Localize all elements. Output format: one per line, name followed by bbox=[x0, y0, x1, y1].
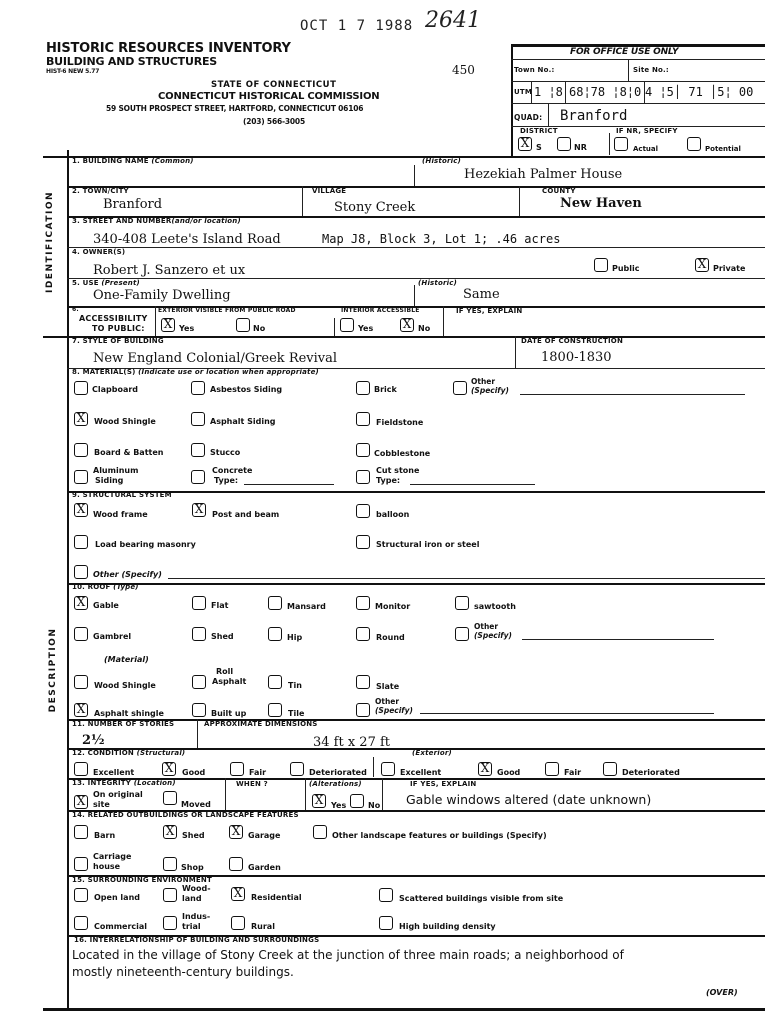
material-aluminum-checkbox[interactable] bbox=[74, 470, 88, 484]
cond-struct-good-label: Good bbox=[182, 768, 206, 777]
alterations-no-checkbox[interactable] bbox=[350, 794, 364, 808]
outbuilding-shed-checkbox[interactable]: X bbox=[163, 825, 177, 839]
interrelationship-text-line-1[interactable]: Located in the village of Stony Creek at the junction of three main roads; a neighborhood of bbox=[72, 948, 624, 962]
county-value[interactable]: New Haven bbox=[560, 196, 642, 211]
village-value[interactable]: Stony Creek bbox=[334, 200, 416, 215]
commission-address: 59 SOUTH PROSPECT STREET, HARTFORD, CONNECTICUT 06106 bbox=[106, 104, 364, 113]
dimensions-label: APPROXIMATE DIMENSIONS bbox=[204, 720, 318, 728]
handwritten-record-number: 2641 bbox=[425, 8, 481, 33]
county-label: COUNTY bbox=[542, 187, 576, 195]
site-no-label: Site No.: bbox=[633, 66, 669, 74]
structural-post-beam-checkbox[interactable]: X bbox=[192, 503, 206, 517]
material-aluminum-label-2: Siding bbox=[95, 476, 124, 485]
exterior-yes-checkbox[interactable]: X bbox=[161, 318, 175, 332]
district-label: DISTRICT bbox=[520, 127, 558, 135]
utm-row bbox=[511, 81, 765, 103]
outbuilding-garage-label: Garage bbox=[248, 831, 281, 840]
material-stucco-label: Stucco bbox=[210, 448, 241, 457]
roof-mat-roll-asphalt-checkbox[interactable] bbox=[192, 675, 206, 689]
quad-value: Branford bbox=[560, 108, 628, 124]
roof-label: 10. ROOF (Type) bbox=[72, 583, 139, 591]
outbuilding-barn-label: Barn bbox=[94, 831, 116, 840]
outbuilding-other-label: Other landscape features or buildings (Specify) bbox=[332, 831, 547, 840]
material-brick-label: Brick bbox=[374, 385, 397, 394]
utm-northing: 4 ¦5│ 71 │5¦ 00 bbox=[645, 85, 754, 99]
roof-other-checkbox[interactable] bbox=[455, 627, 469, 641]
structural-iron-steel-label: Structural iron or steel bbox=[376, 540, 480, 549]
alterations-yes-checkbox[interactable]: X bbox=[312, 794, 326, 808]
interrelationship-label: 16. INTERRELATIONSHIP OF BUILDING AND SURROUNDINGS bbox=[74, 936, 320, 944]
structural-label: 9. STRUCTURAL SYSTEM bbox=[72, 491, 172, 499]
cond-ext-deteriorated-label: Deteriorated bbox=[622, 768, 680, 777]
material-wood-shingle-label: Wood Shingle bbox=[94, 417, 156, 426]
interior-yes-checkbox[interactable] bbox=[340, 318, 354, 332]
use-label: 5. USE (Present) bbox=[72, 279, 140, 287]
cond-struct-excellent-label: Excellent bbox=[93, 768, 135, 777]
outbuilding-garage-checkbox[interactable]: X bbox=[229, 825, 243, 839]
env-residential-checkbox[interactable]: X bbox=[231, 887, 245, 901]
use-historic-label: (Historic) bbox=[418, 279, 457, 287]
structural-other-line[interactable] bbox=[168, 578, 765, 579]
outbuildings-label: 14. RELATED OUTBUILDINGS OR LANDSCAPE FEATURES bbox=[72, 811, 299, 819]
district-nr-checkbox[interactable] bbox=[557, 137, 571, 151]
public-checkbox[interactable] bbox=[594, 258, 608, 272]
private-label: Private bbox=[713, 264, 746, 273]
material-concrete-label: Concrete bbox=[212, 466, 253, 475]
roof-mat-roll-label: Roll bbox=[216, 667, 234, 676]
environment-label: 15. SURROUNDING ENVIRONMENT bbox=[72, 876, 212, 884]
material-fieldstone-checkbox[interactable] bbox=[356, 412, 370, 426]
integrity-on-site-checkbox[interactable]: X bbox=[74, 795, 88, 809]
cond-ext-excellent-checkbox[interactable] bbox=[381, 762, 395, 776]
material-aluminum-label: Aluminum bbox=[93, 466, 139, 475]
exterior-no-checkbox[interactable] bbox=[236, 318, 250, 332]
street-label: 3. STREET AND NUMBER(and/or location) bbox=[72, 217, 241, 225]
integrity-on-site-label: On original bbox=[93, 790, 143, 799]
roof-material-label: (Material) bbox=[104, 655, 149, 664]
cond-ext-good-checkbox[interactable]: X bbox=[478, 762, 492, 776]
building-name-historic-label: (Historic) bbox=[422, 157, 461, 165]
roof-sawtooth-label: sawtooth bbox=[474, 602, 516, 611]
material-asbestos-label: Asbestos Siding bbox=[210, 385, 283, 394]
structural-balloon-checkbox[interactable] bbox=[356, 504, 370, 518]
outbuilding-barn-checkbox[interactable] bbox=[74, 825, 88, 839]
use-present-value[interactable]: One-Family Dwelling bbox=[93, 288, 231, 303]
alterations-yes-label: Yes bbox=[331, 801, 347, 810]
roof-mat-tin-label: Tin bbox=[288, 681, 302, 690]
roof-mansard-checkbox[interactable] bbox=[268, 596, 282, 610]
roof-gable-label: Gable bbox=[93, 601, 119, 610]
owner-value[interactable]: Robert J. Sanzero et ux bbox=[93, 263, 246, 278]
cond-ext-fair-checkbox[interactable] bbox=[545, 762, 559, 776]
structural-iron-steel-checkbox[interactable] bbox=[356, 535, 370, 549]
roof-hip-label: Hip bbox=[287, 633, 303, 642]
alterations-label: (Alterations) bbox=[309, 780, 362, 788]
roof-mat-asphalt-label: Asphalt bbox=[212, 677, 247, 686]
roof-sawtooth-checkbox[interactable] bbox=[455, 596, 469, 610]
utm-zone: 1 ¦8 bbox=[534, 85, 563, 99]
material-concrete-type-line[interactable] bbox=[244, 484, 334, 485]
over-label: (OVER) bbox=[706, 988, 738, 997]
page-number: 450 bbox=[452, 63, 475, 77]
roof-mat-slate-label: Slate bbox=[376, 682, 400, 691]
town-value[interactable]: Branford bbox=[103, 197, 163, 212]
received-date-stamp: OCT 1 7 1988 bbox=[300, 18, 414, 34]
material-cobblestone-label: Cobblestone bbox=[374, 449, 431, 458]
roof-mat-built-up-checkbox[interactable] bbox=[192, 703, 206, 717]
roof-mat-tile-checkbox[interactable] bbox=[268, 703, 282, 717]
env-scattered-label: Scattered buildings visible from site bbox=[399, 894, 564, 903]
identification-side-label: IDENTIFICATION bbox=[45, 190, 55, 294]
outbuilding-carriage-label: Carriage bbox=[93, 852, 132, 861]
roof-shed-checkbox[interactable] bbox=[192, 627, 206, 641]
cond-struct-deteriorated-checkbox[interactable] bbox=[290, 762, 304, 776]
interior-accessible-label: INTERIOR ACCESSIBLE bbox=[341, 307, 420, 314]
roof-mat-other-label: Other bbox=[375, 697, 400, 706]
private-checkbox[interactable]: X bbox=[695, 258, 709, 272]
env-rural-checkbox[interactable] bbox=[231, 916, 245, 930]
roof-mat-tin-checkbox[interactable] bbox=[268, 675, 282, 689]
roof-mat-wood-shingle-label: Wood Shingle bbox=[94, 681, 156, 690]
alterations-no-label: No bbox=[368, 801, 381, 810]
material-concrete-type-label: Type: bbox=[214, 476, 239, 485]
interrelationship-text-line-2[interactable]: mostly nineteenth-century buildings. bbox=[72, 965, 294, 979]
roof-gambrel-checkbox[interactable] bbox=[74, 627, 88, 641]
env-commercial-checkbox[interactable] bbox=[74, 916, 88, 930]
outbuilding-other-checkbox[interactable] bbox=[313, 825, 327, 839]
roof-mat-wood-shingle-checkbox[interactable] bbox=[74, 675, 88, 689]
material-cobblestone-checkbox[interactable] bbox=[356, 443, 370, 457]
env-high-density-checkbox[interactable] bbox=[379, 916, 393, 930]
roof-gambrel-label: Gambrel bbox=[93, 632, 132, 641]
town-no-label: Town No.: bbox=[514, 66, 555, 74]
structural-other-checkbox[interactable] bbox=[74, 565, 88, 579]
roof-other-label: Other bbox=[474, 622, 499, 631]
exterior-no-label: No bbox=[253, 324, 266, 333]
env-woodland-label-2: land bbox=[182, 894, 202, 903]
material-asphalt-siding-checkbox[interactable] bbox=[191, 412, 205, 426]
description-side-label: DESCRIPTION bbox=[48, 627, 58, 713]
material-cutstone-type-label: Type: bbox=[376, 476, 401, 485]
material-cutstone-checkbox[interactable] bbox=[356, 470, 370, 484]
alterations-explain-label: IF YES, EXPLAIN bbox=[410, 780, 477, 788]
material-brick-checkbox[interactable] bbox=[356, 381, 370, 395]
integrity-moved-label: Moved bbox=[181, 800, 211, 809]
accessibility-label-2: TO PUBLIC: bbox=[92, 324, 145, 333]
roof-flat-label: Flat bbox=[211, 601, 229, 610]
office-use-title: FOR OFFICE USE ONLY bbox=[570, 47, 679, 57]
roof-other-specify-label: (Specify) bbox=[474, 631, 512, 640]
village-label: VILLAGE bbox=[312, 187, 347, 195]
structural-wood-frame-checkbox[interactable]: X bbox=[74, 503, 88, 517]
env-open-land-label: Open land bbox=[94, 893, 140, 902]
potential-checkbox[interactable] bbox=[687, 137, 701, 151]
env-residential-label: Residential bbox=[251, 893, 302, 902]
material-board-batten-checkbox[interactable] bbox=[74, 443, 88, 457]
env-industrial-label: Indus- bbox=[182, 912, 211, 921]
exterior-yes-label: Yes bbox=[179, 324, 195, 333]
actual-label: Actual bbox=[633, 145, 659, 153]
roof-mat-tile-label: Tile bbox=[288, 709, 305, 718]
structural-balloon-label: balloon bbox=[376, 510, 410, 519]
structural-post-beam-label: Post and beam bbox=[212, 510, 280, 519]
integrity-on-site-label-2: site bbox=[93, 800, 110, 809]
material-concrete-checkbox[interactable] bbox=[191, 470, 205, 484]
integrity-moved-checkbox[interactable] bbox=[163, 791, 177, 805]
roof-mansard-label: Mansard bbox=[287, 602, 326, 611]
public-label: Public bbox=[612, 264, 640, 273]
roof-flat-checkbox[interactable] bbox=[192, 596, 206, 610]
alterations-explain-value[interactable]: Gable windows altered (date unknown) bbox=[406, 792, 652, 807]
state-name: STATE OF CONNECTICUT bbox=[211, 80, 337, 90]
material-clapboard-checkbox[interactable] bbox=[74, 381, 88, 395]
material-fieldstone-label: Fieldstone bbox=[376, 418, 424, 427]
roof-mat-asphalt-shingle-checkbox[interactable]: X bbox=[74, 703, 88, 717]
structural-other-label: Other (Specify) bbox=[93, 570, 162, 579]
material-wood-shingle-checkbox[interactable]: X bbox=[74, 412, 88, 426]
integrity-label: 13. INTEGRITY (Location) bbox=[72, 779, 176, 787]
outbuilding-shed-label: Shed bbox=[182, 831, 205, 840]
utm-easting: 68¦78 ¦8¦0 bbox=[569, 85, 642, 99]
structural-masonry-checkbox[interactable] bbox=[74, 535, 88, 549]
outbuilding-garden-label: Garden bbox=[248, 863, 281, 872]
cond-struct-deteriorated-label: Deteriorated bbox=[309, 768, 367, 777]
date-construction-value[interactable]: 1800-1830 bbox=[541, 350, 612, 365]
env-industrial-label-2: trial bbox=[182, 922, 201, 931]
cond-struct-fair-label: Fair bbox=[249, 768, 267, 777]
interior-yes-label: Yes bbox=[358, 324, 374, 333]
structural-masonry-label: Load bearing masonry bbox=[95, 540, 196, 549]
env-commercial-label: Commercial bbox=[94, 922, 148, 931]
roof-hip-checkbox[interactable] bbox=[268, 627, 282, 641]
utm-label: UTM bbox=[514, 88, 533, 96]
district-nr-label: NR bbox=[574, 143, 587, 152]
district-s-checkbox[interactable]: X bbox=[518, 137, 532, 151]
stories-value[interactable]: 2½ bbox=[82, 733, 105, 748]
actual-checkbox[interactable] bbox=[614, 137, 628, 151]
cond-struct-good-checkbox[interactable]: X bbox=[162, 762, 176, 776]
material-board-batten-label: Board & Batten bbox=[94, 448, 164, 457]
outbuilding-carriage-label-2: house bbox=[93, 862, 121, 871]
cond-struct-fair-checkbox[interactable] bbox=[230, 762, 244, 776]
exterior-visible-label: EXTERIOR VISIBLE FROM PUBLIC ROAD bbox=[158, 307, 296, 314]
quad-label: QUAD: bbox=[514, 113, 543, 122]
outbuilding-shop-checkbox[interactable] bbox=[163, 857, 177, 871]
roof-shed-label: Shed bbox=[211, 632, 234, 641]
form-subtitle: BUILDING AND STRUCTURES bbox=[46, 55, 218, 68]
cond-ext-good-label: Good bbox=[497, 768, 521, 777]
material-cutstone-label: Cut stone bbox=[376, 466, 420, 475]
roof-mat-other-specify-label: (Specify) bbox=[375, 706, 413, 715]
material-other-checkbox[interactable] bbox=[453, 381, 467, 395]
access-explain-label: IF YES, EXPLAIN bbox=[456, 307, 523, 315]
material-cutstone-type-line[interactable] bbox=[410, 484, 535, 485]
building-name-historic-value[interactable]: Hezekiah Palmer House bbox=[464, 167, 623, 182]
accessibility-num: 6. bbox=[72, 306, 79, 313]
material-other-specify-label: (Specify) bbox=[471, 386, 509, 395]
accessibility-label: ACCESSIBILITY bbox=[79, 314, 148, 323]
env-open-land-checkbox[interactable] bbox=[74, 888, 88, 902]
potential-label: Potential bbox=[705, 145, 741, 153]
cond-ext-fair-label: Fair bbox=[564, 768, 582, 777]
form-title: HISTORIC RESOURCES INVENTORY bbox=[46, 41, 291, 56]
material-clapboard-label: Clapboard bbox=[92, 385, 139, 394]
cond-ext-deteriorated-checkbox[interactable] bbox=[603, 762, 617, 776]
building-name-label: 1. BUILDING NAME (Common) bbox=[72, 157, 194, 165]
dimensions-value[interactable]: 34 ft x 27 ft bbox=[313, 735, 391, 750]
style-value[interactable]: New England Colonial/Greek Revival bbox=[93, 351, 338, 366]
use-historic-value[interactable]: Same bbox=[463, 287, 500, 302]
env-scattered-checkbox[interactable] bbox=[379, 888, 393, 902]
material-stucco-checkbox[interactable] bbox=[191, 443, 205, 457]
roof-monitor-checkbox[interactable] bbox=[356, 596, 370, 610]
interior-no-label: No bbox=[418, 324, 431, 333]
cond-struct-excellent-checkbox[interactable] bbox=[74, 762, 88, 776]
integrity-when-label: WHEN ? bbox=[236, 780, 268, 788]
town-label: 2. TOWN/CITY bbox=[72, 187, 129, 195]
outbuilding-carriage-checkbox[interactable] bbox=[74, 857, 88, 871]
structural-wood-frame-label: Wood frame bbox=[93, 510, 148, 519]
env-rural-label: Rural bbox=[251, 922, 275, 931]
commission-phone: (203) 566-3005 bbox=[243, 117, 305, 126]
roof-gable-checkbox[interactable]: X bbox=[74, 596, 88, 610]
form-code: HIST-6 NEW 5.77 bbox=[46, 68, 100, 75]
material-other-line[interactable] bbox=[520, 394, 745, 395]
stories-label: 11. NUMBER OF STORIES bbox=[72, 720, 175, 728]
material-asphalt-siding-label: Asphalt Siding bbox=[210, 417, 276, 426]
roof-round-label: Round bbox=[376, 633, 405, 642]
condition-exterior-label: (Exterior) bbox=[412, 749, 452, 757]
roof-mat-other-line[interactable] bbox=[420, 713, 714, 714]
cond-ext-excellent-label: Excellent bbox=[400, 768, 442, 777]
env-woodland-label: Wood- bbox=[182, 884, 211, 893]
street-extra-value[interactable]: Map J8, Block 3, Lot 1; .46 acres bbox=[322, 232, 561, 246]
outbuilding-garden-checkbox[interactable] bbox=[229, 857, 243, 871]
owner-label: 4. OWNER(S) bbox=[72, 248, 126, 256]
interior-no-checkbox[interactable]: X bbox=[400, 318, 414, 332]
commission-name: CONNECTICUT HISTORICAL COMMISSION bbox=[158, 91, 380, 102]
street-value[interactable]: 340-408 Leete's Island Road bbox=[93, 232, 281, 247]
roof-mat-other-checkbox[interactable] bbox=[356, 703, 370, 717]
roof-mat-slate-checkbox[interactable] bbox=[356, 675, 370, 689]
roof-monitor-label: Monitor bbox=[375, 602, 411, 611]
style-label: 7. STYLE OF BUILDING bbox=[72, 337, 164, 345]
roof-mat-built-up-label: Built up bbox=[211, 709, 247, 718]
materials-label: 8. MATERIAL(S) (Indicate use or location when appropriate) bbox=[72, 368, 319, 376]
material-other-label: Other bbox=[471, 377, 496, 386]
material-asbestos-checkbox[interactable] bbox=[191, 381, 205, 395]
outbuilding-shop-label: Shop bbox=[181, 863, 204, 872]
env-high-density-label: High building density bbox=[399, 922, 496, 931]
nr-specify-label: IF NR, SPECIFY bbox=[616, 127, 678, 135]
roof-other-type-line[interactable] bbox=[522, 639, 714, 640]
date-construction-label: DATE OF CONSTRUCTION bbox=[521, 337, 624, 345]
district-s-label: S bbox=[536, 143, 542, 152]
condition-label: 12. CONDITION (Structural) bbox=[72, 749, 186, 757]
env-industrial-checkbox[interactable] bbox=[163, 916, 177, 930]
roof-round-checkbox[interactable] bbox=[356, 627, 370, 641]
roof-mat-asphalt-shingle-label: Asphalt shingle bbox=[94, 709, 164, 718]
env-woodland-checkbox[interactable] bbox=[163, 888, 177, 902]
